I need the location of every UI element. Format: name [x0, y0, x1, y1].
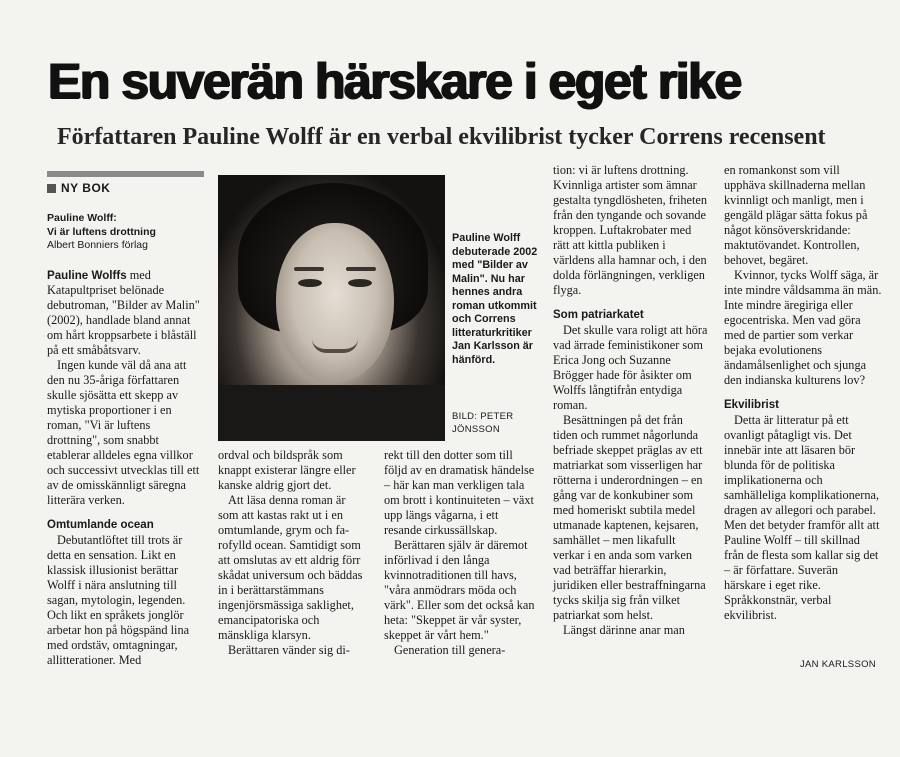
- column-4: [553, 163, 708, 638]
- byline: JAN KARLSSON: [800, 659, 876, 670]
- paragraph-text: med Katapultpriset belönade debutroman, "Bilder av Malin" (2002), handlade bland annat om hårt kroppsarbete i blåställ på ett småbåtsvarv.: [47, 268, 200, 357]
- paragraph: Det skulle vara roligt att höra vad ärrade feministikoner som Erica Jong och Suzanne Brögger hade för åsikter om Wolffs långtifrån entydiga roman.: [553, 323, 708, 412]
- paragraph: Kvinnor, tycks Wolff säga, är inte mindre våldsamma än män. Inte mindre äregiriga eller egocentriska. Men vad göra med de partier som verkar bejaka evolutionens ändamålsenlighet och sjunga den indianska kulturens lov?: [724, 268, 882, 387]
- section-label: [47, 180, 204, 196]
- column-2: [218, 448, 368, 658]
- column-3: [384, 448, 539, 658]
- subheading: Omtumlande ocean: [47, 519, 154, 531]
- paragraph: Längst därinne anar man: [563, 623, 685, 637]
- paragraph: Att läsa denna roman är som att kastas rakt ut i en omtumlande, grym och fa-rofylld ocean. Samtidigt som att omslutas av ett aldrig förr skådat universum och bäddas in i berättarstämmans ingenjörsmässiga saklighet, emancipatoriska och mänskliga klarsyn.: [218, 493, 363, 642]
- photo-brow-right: [346, 267, 376, 271]
- photo-mouth: [312, 339, 358, 353]
- photo-brow-left: [294, 267, 324, 271]
- book-title: Vi är luftens drottning: [47, 225, 156, 238]
- subheading: Ekvilibrist: [724, 399, 779, 411]
- book-info: [47, 212, 204, 253]
- paragraph: [47, 268, 204, 358]
- paragraph: Debutantlöftet till trots är detta en sensation. Likt en klassisk illusionist berättar Wolff i nära anslutning till sagan, mytologin, legenden. Och likt en språkets jonglör arbetar hon på högspänd lina med ordstäv, omtagningar, allitterationer. Med: [47, 533, 190, 667]
- photo-face: [276, 223, 394, 383]
- section-bar: [47, 171, 204, 177]
- paragraph: tion: vi är luftens drottning. Kvinnliga artister som ämnar gestalta tyngdlösheten, friheten från den tyngande och sovande kroppen. Luftakrobater med rätt att kittla publiken i världens alla hamnar och, i den dolda förlängningen, verkligen flyga.: [553, 163, 708, 297]
- headline: En suverän härskare i eget rike: [48, 53, 741, 109]
- photo-eye-left: [298, 279, 322, 287]
- paragraph: ordval och bildspråk som knappt existerar längre eller kanske aldrig gjort det.: [218, 448, 356, 492]
- paragraph: Berättaren själv är däremot införlivad i den långa kvinnotraditionen till havs, "våra anmödrars möda och värk". Eller som det också kan heta: "Skeppet är vår syster, skeppet är vårt hem.": [384, 538, 535, 642]
- paragraph: en romankonst som vill upphäva skillnaderna mellan kvinnligt och manligt, men i gengäld plägar sätta fokus på något könsöverskridande: maktutövandet. Kontrollen, behovet, begäret.: [724, 163, 868, 267]
- book-publisher: Albert Bonniers förlag: [47, 239, 148, 251]
- author-photo: [218, 175, 445, 441]
- subhead: Författaren Pauline Wolff är en verbal ekvilibrist tycker Correns recensent: [57, 124, 826, 150]
- paragraph: Besättningen på det från tiden och rummet någorlunda befriade skeppet präglas av ett matriarkat som visserligen har rötterna i underordningen – en gång var de konkubiner som med homeriskt subtila medel utmanade kaptenen, kejsaren, samhället – men likafullt verkar i en anda som varken vad beträffar hierarkin, juridiken eller bestraffningarna tycks skilja sig från vilket patriarkat som helst.: [553, 413, 706, 622]
- square-bullet-icon: [47, 184, 56, 193]
- photo-shoulder: [218, 385, 445, 441]
- photo-eye-right: [348, 279, 372, 287]
- subheading: Som patriarkatet: [553, 309, 644, 321]
- paragraph: Generation till genera-: [394, 643, 506, 657]
- photo-caption: Pauline Wolff debuterade 2002 med "Bilder av Malin". Nu har hennes andra roman utkommit och Correns litteraturkritiker Jan Karlsson är hänförd.: [452, 232, 538, 366]
- paragraph: rekt till den dotter som till följd av en dramatisk händelse – här kan man verkligen tala om brott i kontinuiteten – växt upp längs vågarna, i ett resande cirkussällskap.: [384, 448, 535, 537]
- section-label-text: NY BOK: [61, 181, 111, 195]
- paragraph: Berättaren vänder sig di-: [228, 643, 350, 657]
- photo-credit: BILD: PETER JÖNSSON: [452, 411, 514, 435]
- column-1: [47, 268, 204, 668]
- paragraph: Detta är litteratur på ett ovanligt påtagligt vis. Det innebär inte att läsaren bör blunda för de politiska implikationerna och samhälleliga komplikationerna, dragen av allegori och parabel. Men det betyder framför allt att Pauline Wolff – till skillnad från de flesta som kallar sig det – är författare. Suverän härskare i eget rike. Språkkonstnär, verbal ekvilibrist.: [724, 413, 880, 622]
- column-5: [724, 163, 882, 623]
- book-author: Pauline Wolff:: [47, 212, 117, 224]
- paragraph: Ingen kunde väl då ana att den nu 35-åriga författaren skulle sjösätta ett skepp av mytiska proportioner i en roman, "Vi är luftens drottning", som snabbt etablerar alldeles egna villkor och successivt utvecklas till ett av de omisskännligt säregna litterära verken.: [47, 358, 200, 507]
- lead-name: Pauline Wolffs: [47, 269, 127, 282]
